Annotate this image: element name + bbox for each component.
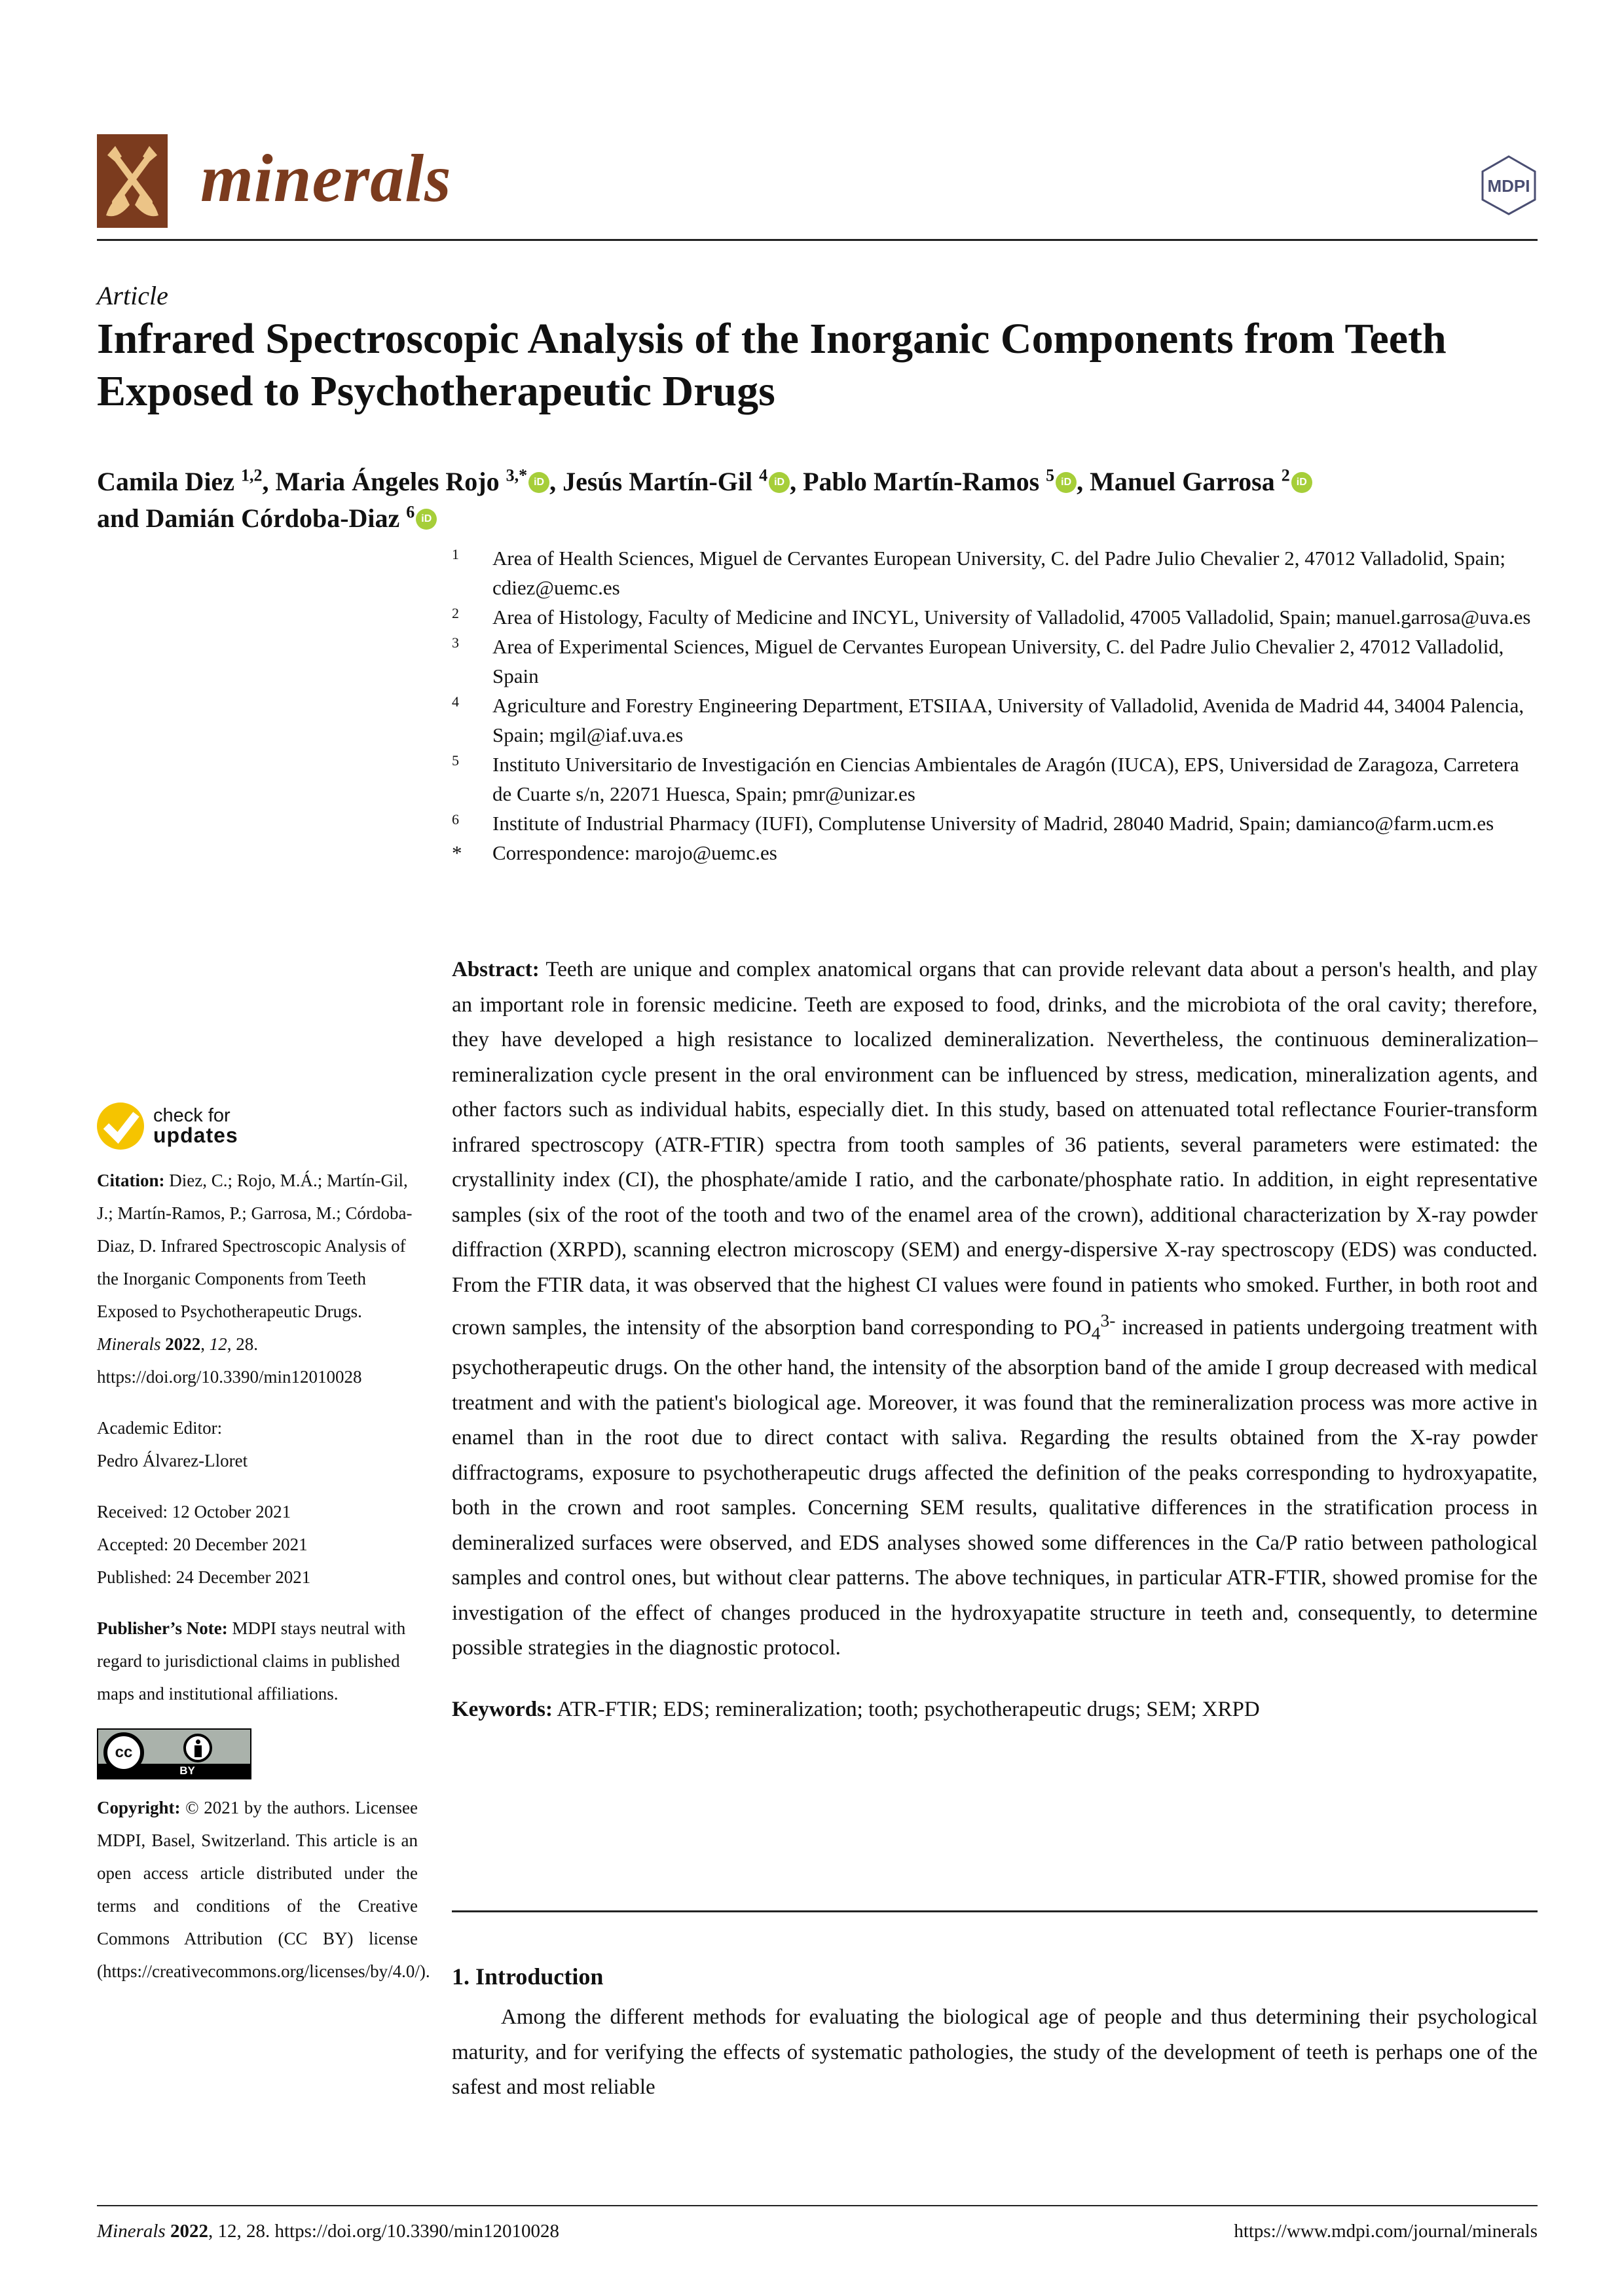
orcid-icon[interactable]: iD [1056,472,1077,493]
crossed-shovels-icon [101,142,164,221]
mdpi-logo [1480,154,1538,216]
introduction-paragraph: Among the different methods for evaluating the biological age of people and thus determining their psychological maturity, and for verifying the effects of systematic pathologies, the study of the development of teeth is perhaps one of the safest and most reliable [452,2005,1538,2099]
affiliation-item: 6 Institute of Industrial Pharmacy (IUFI), Complutense University of Madrid, 28040 Madrid, Spain; damianco@farm.ucm.es [452,811,1494,835]
journal-name: minerals [200,141,452,216]
footer-citation: Minerals 2022, 12, 28. https://doi.org/10.3390/min12010028 [97,2221,559,2242]
received-date: Received: 12 October 2021 [97,1502,291,1522]
author-affiliation-ref: 1,2 [240,465,263,485]
author-affiliation-ref: 2 [1281,465,1290,485]
journal-logo [97,134,168,228]
checkmark-icon [97,1102,144,1150]
affiliation-item: 4 Agriculture and Forestry Engineering Department, ETSIIAA, University of Valladolid, Avenida de Madrid 44, 34004 Palencia, Spain; mgil@iaf.uva.es [452,693,1524,746]
orcid-icon[interactable]: iD [1291,472,1312,493]
affiliation-item: 1 Area of Health Sciences, Miguel de Cervantes European University, C. del Padre Julio Chevalier 2, 47012 Valladolid, Spain; cdiez@uemc.es [452,546,1506,599]
orcid-icon[interactable]: iD [769,472,790,493]
cc-icon: cc [103,1732,144,1773]
main-content [452,953,1538,1727]
publisher-note: Publisher’s Note: MDPI stays neutral with regard to jurisdictional claims in published maps and institutional affiliations. [97,1618,406,1704]
affiliation-list [452,543,1539,867]
published-date: Published: 24 December 2021 [97,1567,311,1587]
author-name: Pablo Martín-Ramos [803,467,1040,496]
academic-editor-name: Pedro Álvarez-Lloret [97,1451,248,1470]
footer-divider [97,2205,1538,2206]
keywords: Keywords: ATR-FTIR; EDS; remineralization; tooth; psychotherapeutic drugs; SEM; XRPD [452,1697,1260,1721]
footer-journal-link[interactable]: https://www.mdpi.com/journal/minerals [1234,2221,1538,2242]
abstract: Abstract: Teeth are unique and complex anatomical organs that can provide relevant data about a person's health, and play an important role in forensic medicine. Teeth are exposed to food, drinks, and the microbiota of the oral cavity; therefore, they have developed a high resistance to localized demineralization. Nevertheless, the continuous demineralization–remineralization cycle present in the oral environment can be influenced by stress, medication, mineralization agents, and other factors such as individual habits, especially diet. In this study, based on attenuated total reflectance Fourier-transform infrared spectroscopy (ATR-FTIR) spectra from tooth samples of 36 patients, several parameters were estimated: the crystallinity index (CI), the phosphate/amide I ratio, and the carbonate/phosphate ratio. In addition, in eight representative samples (six of the root of the tooth and two of the enamel area of the crown), additional characterization by X-ray powder diffraction (XRPD), scanning electron microscopy (SEM) and energy-dispersive X-ray spectroscopy (EDS) was conducted. From the FTIR data, it was observed that the highest CI values were found in patients who smoked. Further, in both root and crown samples, the intensity of the absorption band corresponding to $PO_4^{3-}$ increased in patients undergoing treatment with psychotherapeutic drugs. On the other hand, the intensity of the absorption band of the amide I group decreased with medical treatment and with the patient's biological age. Moreover, it was found that the remineralization process was more active in enamel than in the root due to direct contact with saliva. Regarding the results obtained from the X-ray powder diffractograms, exposure to psychotherapeutic drugs affected the definition of the peaks corresponding to hydroxyapatite, both in the crown and root samples. Concerning SEM results, qualitative differences in the stratification process in demineralized surfaces were observed, and EDS analyses showed some differences in the Ca/P ratio between pathological samples and control ones, but without clear patterns. The above techniques, in particular ATR-FTIR, showed promise for the investigation of the effect of changes produced in the hydroxyapatite structure in teeth and, consequently, to determine possible strategies in the diagnostic protocol. [452,958,1538,1660]
author-name: Camila Diez [97,467,234,496]
orcid-icon[interactable]: iD [528,472,549,493]
article-title: Infrared Spectroscopic Analysis of the Inorganic Components from Teeth Exposed to Psychotherapeutic Drugs [97,315,1447,415]
cc-by-license-badge[interactable]: cc BY [97,1728,251,1779]
article-sidebar [97,1100,430,2006]
header-divider [97,239,1538,241]
article-type: Article [97,281,168,310]
author-affiliation-ref: 6 [406,502,415,522]
author-affiliation-ref: 5 [1046,465,1055,485]
section-divider [452,1910,1538,1912]
citation-block: Citation: Diez, C.; Rojo, M.Á.; Martín-Gil, J.; Martín-Ramos, P.; Garrosa, M.; Córdoba-Diaz, D. Infrared Spectroscopic Analysis of the Inorganic Components from Teeth Exposed to Psychotherapeutic Drugs. Minerals 2022, 12, 28. https://doi.org/10.3390/min12010028 [97,1171,413,1387]
journal-header [97,134,1538,229]
attribution-person-icon [183,1734,212,1762]
author-conjunction: and [97,503,139,533]
correspondence: * Correspondence: marojo@uemc.es [452,841,777,864]
affiliation-item: 5 Instituto Universitario de Investigación en Ciencias Ambientales de Aragón (IUCA), EPS, Universidad de Zaragoza, Carretera de Cuarte s/n, 22071 Huesca, Spain; pmr@unizar.es [452,752,1519,805]
copyright-block: Copyright: © 2021 by the authors. Licensee MDPI, Basel, Switzerland. This article is an open access article distributed under the terms and conditions of the Creative Commons Attribution (CC BY) license (https://creativecommons.org/licenses/by/4.0/). [97,1798,430,1981]
doi-link[interactable]: , 28. https://doi.org/10.3390/min12010028 [97,1334,362,1387]
svg-text:MDPI: MDPI [1487,176,1530,196]
affiliation-item: 3 Area of Experimental Sciences, Miguel de Cervantes European University, C. del Padre Julio Chevalier 2, 47012 Valladolid, Spain [452,634,1504,687]
dates-block [97,1495,418,1594]
author-affiliation-ref: 3,* [506,465,528,485]
section-heading: 1. Introduction [452,1963,604,1990]
author-name: Jesús Martín-Gil [563,467,753,496]
orcid-icon[interactable]: iD [416,509,437,530]
author-name: Manuel Garrosa [1090,467,1275,496]
author-name: Damián Córdoba-Diaz [145,503,400,533]
check-for-updates-button[interactable]: check for updates [97,1100,418,1152]
author-name: Maria Ángeles Rojo [275,467,500,496]
author-list: Camila Diez $^{1,2}$, Maria Ángeles Rojo $^{3,*}$ iD , Jesús Martín-Gil $^4$ iD , Pablo Martín-Ramos $^5$ iD , Manuel Garrosa $^2$ iD and Damián Córdoba-Diaz $^6$ iD [97,464,1538,537]
academic-editor-block: Academic Editor: Pedro Álvarez-Lloret [97,1412,418,1477]
author-affiliation-ref: 4 [759,465,768,485]
footer-doi-link[interactable]: , 12, 28. https://doi.org/10.3390/min12010028 [208,2221,559,2242]
accepted-date: Accepted: 20 December 2021 [97,1535,308,1554]
affiliation-item: 2 Area of Histology, Faculty of Medicine and INCYL, University of Valladolid, 47005 Valladolid, Spain; manuel.garrosa@uva.es [452,605,1531,629]
